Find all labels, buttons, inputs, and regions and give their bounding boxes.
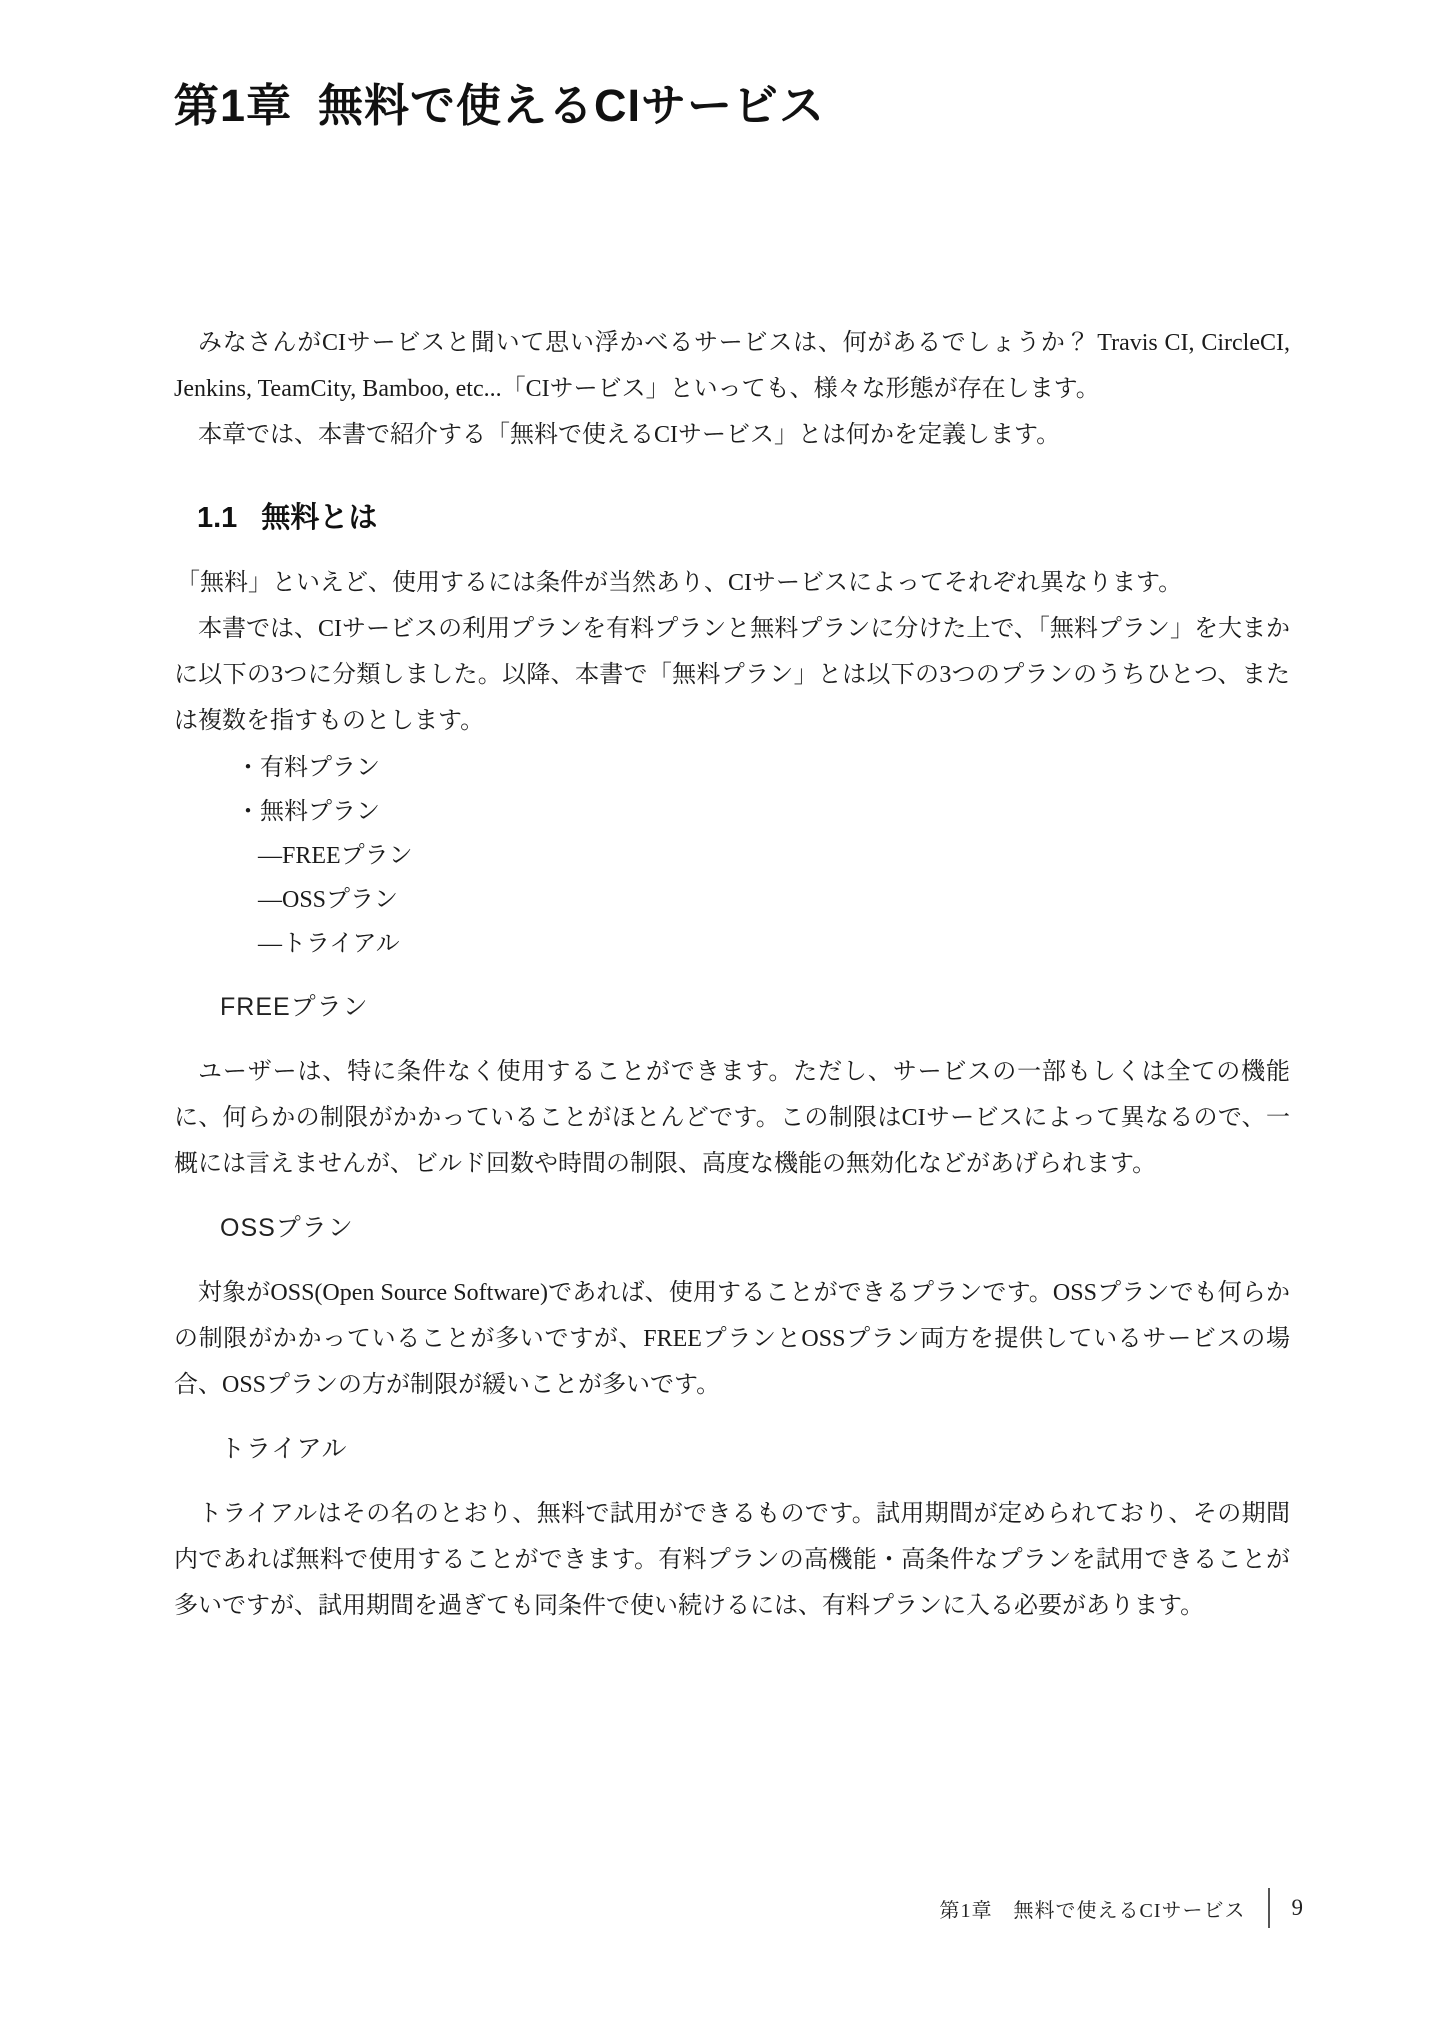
chapter-number: 第1章 — [174, 80, 293, 131]
page-number: 9 — [1291, 1895, 1303, 1920]
intro-paragraph-1: みなさんがCIサービスと聞いて思い浮かべるサービスは、何があるでしょうか？ Travis CI, CircleCI, Jenkins, TeamCity, Bamboo, etc...「CIサービス」といっても、様々な形態が存在します。 — [174, 330, 1290, 402]
subsection-oss-heading: OSSプラン — [220, 1214, 354, 1242]
list-item-paid-plan: ・有料プラン — [236, 755, 380, 781]
subsection-free-heading: FREEプラン — [220, 993, 369, 1021]
section-number: 1.1 — [197, 502, 238, 534]
subsection-trial-heading: トライアル — [220, 1435, 348, 1463]
page-footer — [940, 1888, 1304, 1928]
plan-list — [174, 746, 1290, 966]
section-heading — [197, 498, 1290, 538]
footer-divider — [1268, 1888, 1270, 1928]
subsection-oss-body: 対象がOSS(Open Source Software)であれば、使用することができるプランです。OSSプランでも何らかの制限がかかっていることが多いですが、FREEプランとOSSプラン両方を提供しているサービスの場合、OSSプランの方が制限が緩いことが多いです。 — [174, 1280, 1290, 1398]
chapter-name: 無料で使えるCIサービス — [318, 80, 826, 131]
list-item-free-subplan: ―FREEプラン — [258, 843, 413, 869]
list-item-free-plan: ・無料プラン — [236, 799, 380, 825]
footer-chapter-label: 第1章 無料で使えるCIサービス — [939, 1899, 1246, 1922]
list-item-oss-subplan: ―OSSプラン — [258, 887, 399, 913]
chapter-intro — [174, 320, 1290, 458]
subsection-free-body: ユーザーは、特に条件なく使用することができます。ただし、サービスの一部もしくは全ての機能に、何らかの制限がかかっていることがほとんどです。この制限はCIサービスによって異なるので、一概には言えませんが、ビルド回数や時間の制限、高度な機能の無効化などがあげられます。 — [174, 1059, 1290, 1177]
chapter-title — [174, 78, 1290, 134]
subsection-trial-body: トライアルはその名のとおり、無料で試用ができるものです。試用期間が定められており、その期間内であれば無料で使用することができます。有料プランの高機能・高条件なプランを試用できることが多いですが、試用期間を過ぎても同条件で使い続けるには、有料プランに入る必要があります。 — [174, 1501, 1290, 1619]
list-item-trial-subplan: ―トライアル — [258, 931, 400, 957]
section-paragraph-2: 本書では、CIサービスの利用プランを有料プランと無料プランに分けた上で、「無料プラン」を大まかに以下の3つに分類しました。以降、本書で「無料プラン」とは以下の3つのプランのうちひとつ、または複数を指すものとします。 — [174, 616, 1290, 734]
section-paragraph-1: 「無料」といえど、使用するには条件が当然あり、CIサービスによってそれぞれ異なります。 — [176, 570, 1183, 596]
intro-paragraph-2: 本章では、本書で紹介する「無料で使えるCIサービス」とは何かを定義します。 — [198, 422, 1061, 448]
section-title: 無料とは — [261, 502, 378, 534]
